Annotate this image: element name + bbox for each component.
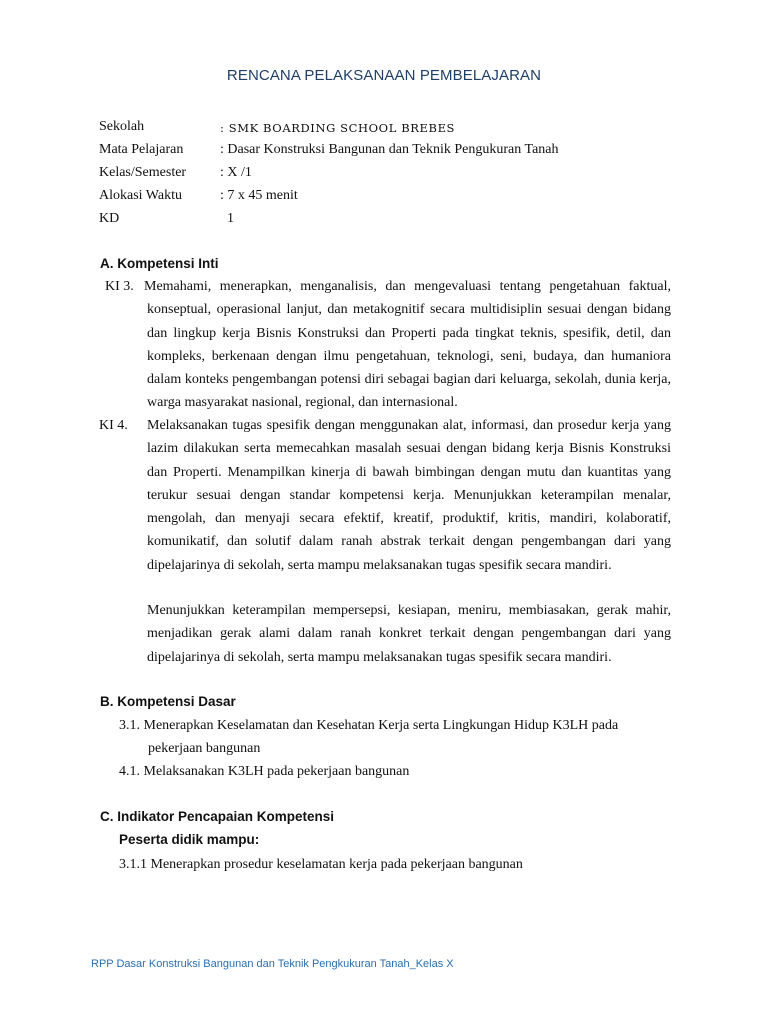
meta-label: Alokasi Waktu bbox=[99, 188, 182, 203]
section-b-heading: B. Kompetensi Dasar bbox=[100, 694, 236, 709]
meta-value: 1 bbox=[227, 211, 234, 226]
meta-label: Sekolah bbox=[99, 119, 145, 134]
ki3-label: KI 3. bbox=[105, 279, 134, 294]
ki4-text: Melaksanakan tugas spesifik dengan menggunakan alat, informasi, dan prosedur kerja yang lazim dilakukan serta memecahkan masalah sesuai dengan bidang kerja Bisnis Konstruksi dan Properti. Menampilkan kinerja di bawah bimbingan dengan mutu dan kuantitas yang terukur sesuai dengan standar kompetensi kerja. Menunjukkan keterampilan menalar, mengolah, dan menyaji secara efektif, kreatif, produktif, kritis, mandiri, kolaboratif, komunikatif, dan solutif dalam ranah abstrak terkait dengan pengembangan dari yang dipelajarinya di sekolah, serta mampu melaksanakan tugas spesifik secara mandiri. bbox=[147, 418, 671, 573]
page-footer: RPP Dasar Konstruksi Bangunan dan Teknik Pengkukuran Tanah_Kelas X bbox=[91, 958, 454, 970]
meta-value: : Dasar Konstruksi Bangunan dan Teknik Pengukuran Tanah bbox=[220, 142, 559, 157]
kd-4-1: 4.1. Melaksanakan K3LH pada pekerjaan bangunan bbox=[119, 764, 410, 779]
kd-3-1-line2: pekerjaan bangunan bbox=[148, 741, 261, 756]
meta-value: : 7 x 45 menit bbox=[220, 188, 298, 203]
section-c-subheading: Peserta didik mampu: bbox=[119, 832, 260, 847]
kd-3-1-line1: 3.1. Menerapkan Keselamatan dan Kesehatan Kerja serta Lingkungan Hidup K3LH pada bbox=[119, 718, 619, 733]
section-a-heading: A. Kompetensi Inti bbox=[100, 256, 219, 271]
meta-label: KD bbox=[99, 211, 120, 226]
meta-label: Mata Pelajaran bbox=[99, 142, 184, 157]
ki3-text: Memahami, menerapkan, menganalisis, dan mengevaluasi tentang pengetahuan faktual, konseptual, operasional lanjut, dan metakognitif secara multidisiplin sesuai dengan bidang dan lingkup kerja Bisnis Konstruksi dan Properti pada tingkat teknis, spesifik, detil, dan kompleks, berkenaan dengan ilmu pengetahuan, teknologi, seni, budaya, dan humaniora dalam konteks pengembangan potensi diri sebagai bagian dari keluarga, sekolah, dunia kerja, warga masyarakat nasional, regional, dan internasional. bbox=[144, 279, 671, 411]
indicator-3-1-1: 3.1.1 Menerapkan prosedur keselamatan kerja pada pekerjaan bangunan bbox=[119, 857, 523, 872]
ki4-text-continued: Menunjukkan keterampilan mempersepsi, kesiapan, meniru, membiasakan, gerak mahir, menjadikan gerak alami dalam ranah konkret terkait dengan pengembangan dari yang dipelajarinya di sekolah, serta mampu melaksanakan tugas spesifik secara mandiri. bbox=[147, 603, 671, 665]
section-c-heading: C. Indikator Pencapaian Kompetensi bbox=[100, 809, 335, 824]
document-title: RENCANA PELAKSANAAN PEMBELAJARAN bbox=[226, 67, 542, 84]
meta-value: : X /1 bbox=[220, 165, 252, 180]
meta-value: : SMK BOARDING SCHOOL BREBES bbox=[220, 121, 456, 135]
meta-label: Kelas/Semester bbox=[99, 165, 187, 180]
ki4-label: KI 4. bbox=[99, 418, 128, 433]
